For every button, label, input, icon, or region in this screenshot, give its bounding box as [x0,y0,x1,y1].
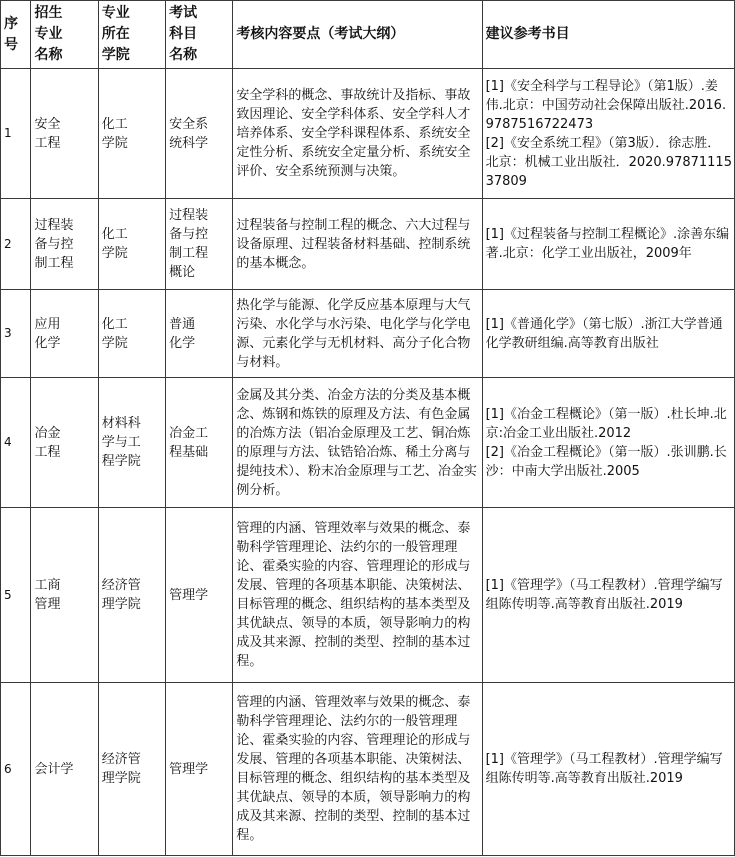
row-major-line: 工商 [34,578,61,593]
row-major-line: 化学 [34,335,61,351]
book-entry: [1]《普通化学》（第七版）.浙江大学普通化学教研组编.高等教育出版社 [485,316,723,351]
row-subject-line: 概论 [169,265,196,280]
row-content: 热化学与能源、化学反应基本原理与大气污染、水化学与水污染、电化学与化学电源、元素化学与无机材料、高分子化合物与材料。 [233,290,482,378]
row-no: 5 [1,508,31,683]
header-no-line: 号 [4,36,18,53]
row-books [482,378,734,508]
row-content: 管理的内涵、管理效率与效果的概念、泰勒科学管理理论、法约尔的一般管理理论、霍桑实验的内容、管理理论的形成与发展、管理的各项基本职能、决策树法、目标管理的概念、组织结构的基本类型及其优缺点、领导的本质，领导影响力的构成及其来源、控制的类型、控制的基本过程。 [233,683,482,856]
row-college [98,683,165,856]
row-major-line: 工程 [34,135,61,151]
header-major-line: 名称 [34,47,63,63]
book-entry: [1]《管理学》（马工程教材）.管理学编写组陈传明等.高等教育出版社.2019 [485,578,723,612]
row-major-line: 管理 [34,597,61,612]
row-no: 3 [1,290,31,378]
row-subject-line: 普通 [169,316,196,332]
row-major-line: 会计学 [34,761,74,777]
row-subject [166,69,233,199]
table-header-row [1,1,735,69]
row-college-line: 化工 [101,316,128,332]
row-books [482,69,734,199]
row-college [98,378,165,508]
header-major [31,1,98,69]
row-college-line: 学与工 [101,435,141,450]
table-row [1,199,735,290]
row-subject-line: 管理学 [169,761,209,777]
row-college-line: 学院 [101,246,128,261]
row-major [31,69,98,199]
book-entry: [2]《冶金工程概论》（第一版）.张训鹏.长沙：中南大学出版社.2005 [485,444,727,479]
row-content: 管理的内涵、管理效率与效果的概念、泰勒科学管理理论、法约尔的一般管理理论、霍桑实验的内容、管理理论的形成与发展、管理的各项基本职能、决策树法、目标管理的概念、组织结构的基本类型及其优缺点、领导的本质，领导影响力的构成及其来源、控制的类型、控制的基本过程。 [233,508,482,683]
row-major [31,199,98,290]
row-no: 1 [1,69,31,199]
row-college-line: 材料科 [101,416,141,431]
row-subject [166,378,233,508]
row-major [31,508,98,683]
row-content: 金属及其分类、冶金方法的分类及基本概念、炼钢和炼铁的原理及方法、有色金属的冶炼方法（铝冶金原理及工艺、铜冶炼的原理与方法、钛锆铪冶炼、稀土分离与提纯技术）、粉末冶金原理与工艺、冶金实例分析。 [233,378,482,508]
header-major-line: 专业 [34,26,63,42]
row-subject [166,508,233,683]
header-no [1,1,31,69]
row-books [482,508,734,683]
row-college-line: 经济管 [101,752,141,767]
book-entry: [2]《安全系统工程》（第3版）．徐志胜．北京：机械工业出版社．2020.9787111537809 [485,135,732,189]
row-major-line: 备与控 [34,236,74,252]
row-subject-line: 安全系 [169,116,209,132]
row-subject-line: 制工程 [169,246,209,261]
table-row [1,290,735,378]
row-major-line: 冶金 [34,425,61,441]
row-content: 过程装备与控制工程的概念、六大过程与设备原理、过程装备材料基础、控制系统的基本概念。 [233,199,482,290]
row-major-line: 制工程 [34,255,74,271]
header-books: 建议参考书目 [482,1,734,69]
header-subject-line: 考试 [169,5,198,21]
row-books [482,683,734,856]
header-subject-line: 科目 [169,26,198,42]
row-college [98,290,165,378]
row-subject-line: 化学 [169,335,196,351]
header-subject-line: 名称 [169,47,198,63]
row-subject-line: 管理学 [169,587,209,603]
table-row [1,69,735,199]
header-no-line: 序 [4,15,18,32]
table-row [1,683,735,856]
row-books [482,199,734,290]
header-college-line: 学院 [101,47,130,63]
row-major-line: 安全 [34,116,61,132]
book-entry: [1]《冶金工程概论》（第一版）.杜长坤.北京:冶金工业出版社.2012 [485,406,727,441]
row-major [31,378,98,508]
row-major [31,683,98,856]
row-major-line: 应用 [34,316,61,332]
row-subject-line: 过程装 [169,208,209,223]
row-subject-line: 统科学 [169,135,209,151]
row-major-line: 过程装 [34,217,74,233]
row-major-line: 工程 [34,444,61,460]
row-college [98,69,165,199]
table-row [1,378,735,508]
row-major [31,290,98,378]
row-college-line: 经济管 [101,578,141,593]
book-entry: [1]《管理学》（马工程教材）.管理学编写组陈传明等.高等教育出版社.2019 [485,752,723,786]
row-subject [166,199,233,290]
row-college-line: 化工 [101,227,128,242]
header-subject [166,1,233,69]
row-content: 安全学科的概念、事故统计及指标、事故致因理论、安全学科体系、安全学科人才培养体系、安全学科课程体系、系统安全定性分析、系统安全定量分析、系统安全评价、安全系统预测与决策。 [233,69,482,199]
book-entry: [1]《安全科学与工程导论》（第1版）.姜伟.北京：中国劳动社会保障出版社.2016.9787516722473 [485,78,727,132]
row-subject-line: 程基础 [169,444,209,460]
row-college-line: 程学院 [101,454,141,469]
row-subject [166,290,233,378]
header-college [98,1,165,69]
row-subject-line: 冶金工 [169,425,209,441]
book-entry: [1]《过程装备与控制工程概论》.涂善东编著.北京：化学工业出版社，2009年 [485,227,730,261]
row-no: 2 [1,199,31,290]
row-college [98,199,165,290]
row-college-line: 学院 [101,135,128,151]
table-row [1,508,735,683]
header-major-line: 招生 [34,5,63,21]
row-college-line: 化工 [101,116,128,132]
header-college-line: 所在 [101,26,130,42]
row-no: 4 [1,378,31,508]
row-college-line: 学院 [101,335,128,351]
row-subject [166,683,233,856]
header-content: 考核内容要点（考试大纲） [233,1,482,69]
header-college-line: 专业 [101,5,130,21]
row-college-line: 理学院 [101,597,141,612]
row-college [98,508,165,683]
row-subject-line: 备与控 [169,227,209,242]
row-no: 6 [1,683,31,856]
row-books [482,290,734,378]
row-college-line: 理学院 [101,771,141,786]
